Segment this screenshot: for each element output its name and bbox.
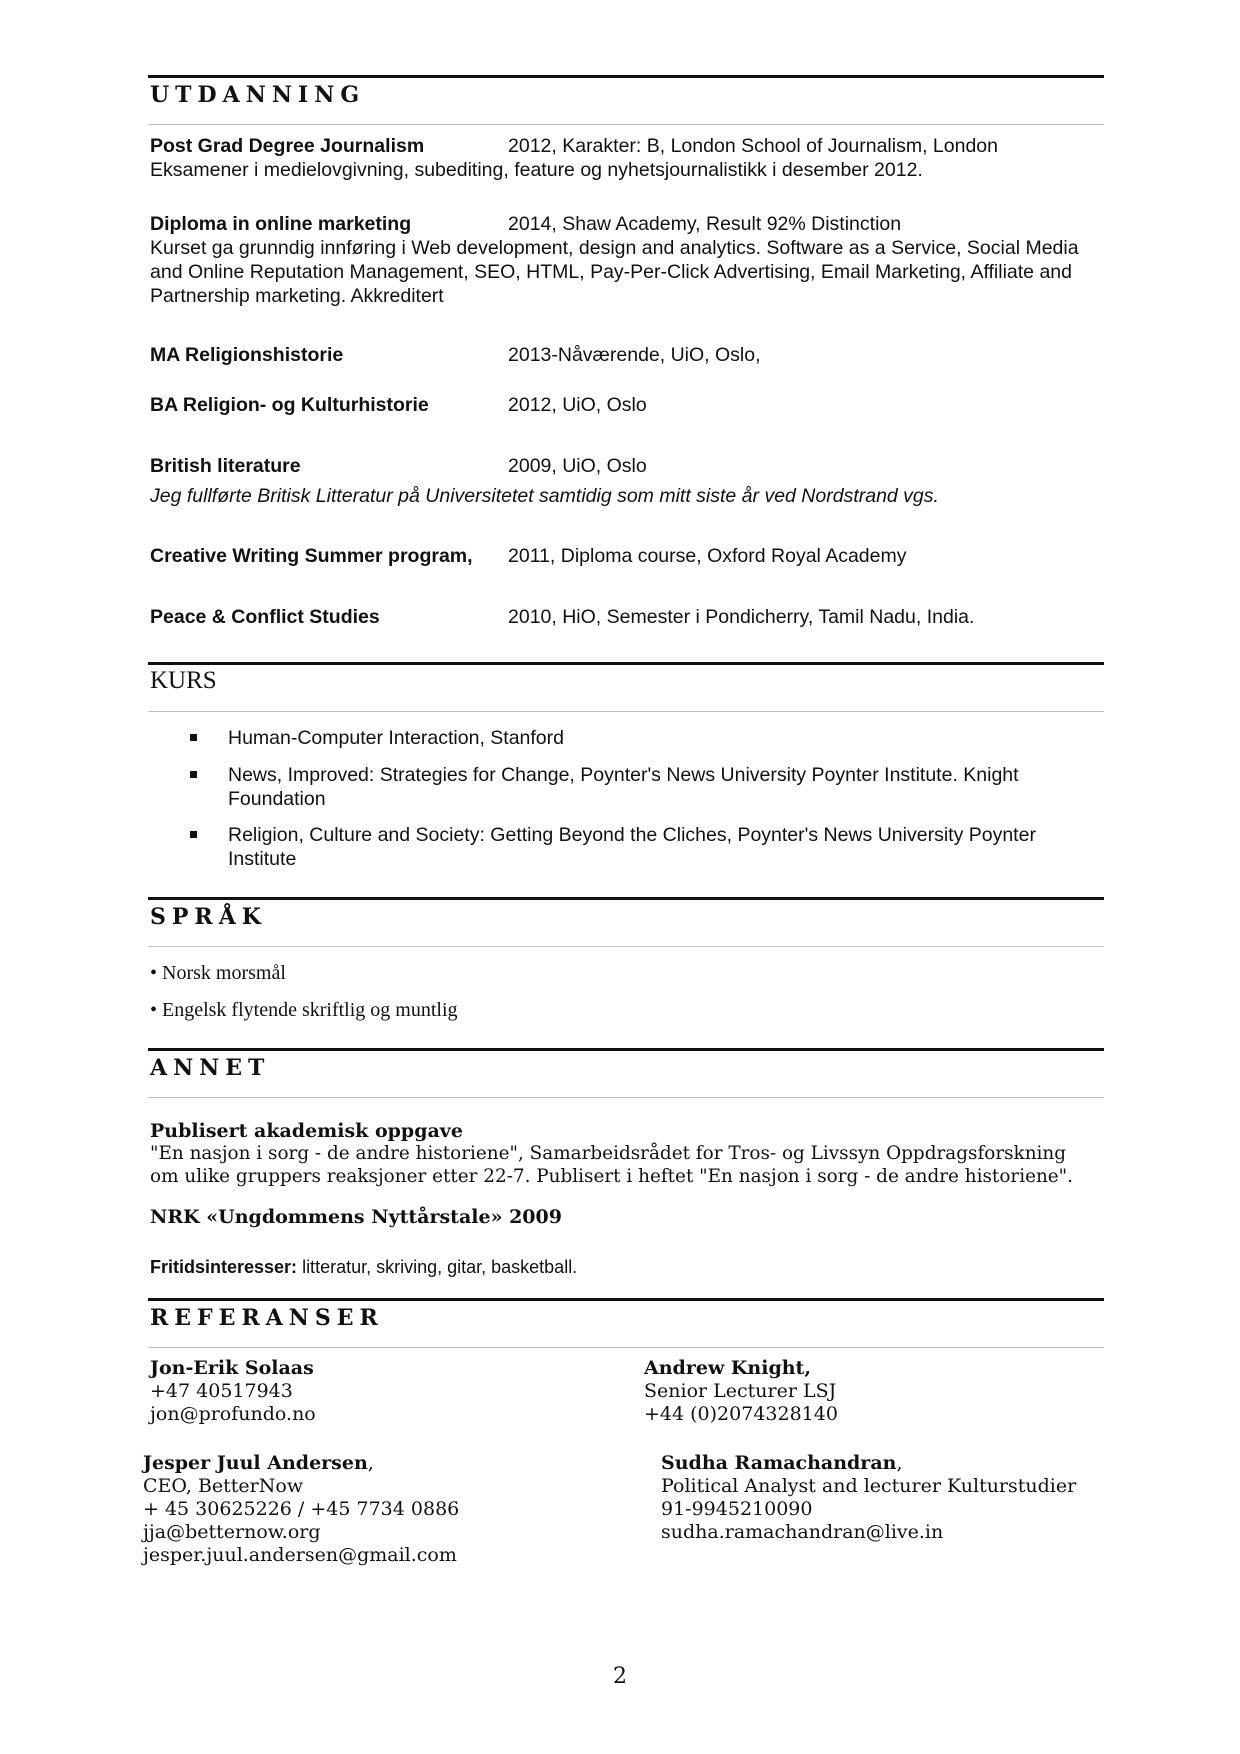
hobbies-text: litteratur, skriving, gitar, basketball. [297, 1257, 578, 1277]
hobbies [150, 1255, 577, 1279]
education-title: Creative Writing Summer program, [150, 545, 473, 567]
reference-card [661, 1451, 1076, 1544]
section-kurs [148, 662, 1104, 712]
section-sprak [148, 897, 1104, 947]
reference-line: + 45 30625226 / +45 7734 0886 [143, 1498, 460, 1520]
reference-name: Jon-Erik Solaas [150, 1357, 314, 1379]
education-meta: 2014, Shaw Academy, Result 92% Distinction [508, 213, 902, 235]
reference-line: jja@betternow.org [143, 1521, 321, 1543]
education-desc: Kurset ga grunndig innføring i Web development, design and analytics. Software as a Service, Social Media and Online Reputation Management, SEO, HTML, Pay-Per-Click Advertising, Email Marketing, Affiliate and Partnership marketing. Akkreditert [150, 237, 1079, 307]
education-meta: 2011, Diploma course, Oxford Royal Academy [508, 545, 907, 567]
course-text: Religion, Culture and Society: Getting Beyond the Cliches, Poynter's News University Poynter Institute [228, 824, 1036, 870]
section-title: SPRÅK [150, 904, 267, 930]
publication-text: "En nasjon i sorg - de andre historiene", Samarbeidsrådet for Tros- og Livssyn Oppdragsforskning om ulike gruppers reaksjoner etter 22-7. Publisert i heftet "En nasjon i sorg - de andre historiene". [150, 1143, 1073, 1187]
education-meta: 2010, HiO, Semester i Pondicherry, Tamil Nadu, India. [508, 606, 975, 628]
language-item: • Engelsk flytende skriftlig og muntlig [150, 999, 458, 1021]
section-referanser [148, 1298, 1104, 1348]
education-desc: Jeg fullførte Britisk Litteratur på Universitetet samtidig som mitt siste år ved Nordstrand vgs. [150, 485, 939, 507]
section-utdanning [148, 75, 1104, 125]
education-title: Post Grad Degree Journalism [150, 135, 425, 157]
nrk-entry: NRK «Ungdommens Nyttårstale» 2009 [150, 1206, 562, 1228]
education-title: British literature [150, 455, 301, 477]
page-number: 2 [613, 1664, 627, 1689]
bullet-icon [190, 831, 197, 838]
bullet-icon [190, 734, 197, 741]
reference-line: Senior Lecturer LSJ [644, 1380, 837, 1402]
language-item: • Norsk morsmål [150, 962, 286, 984]
reference-card [143, 1451, 459, 1567]
reference-name-suffix: , [896, 1452, 903, 1474]
reference-line: jon@profundo.no [150, 1403, 316, 1425]
reference-card [150, 1356, 316, 1426]
education-title: Diploma in online marketing [150, 213, 412, 235]
hobbies-label: Fritidsinteresser: [150, 1257, 298, 1277]
section-title: REFERANSER [150, 1305, 384, 1331]
education-title: Peace & Conflict Studies [150, 606, 380, 628]
section-title: KURS [150, 667, 217, 694]
reference-line: +47 40517943 [150, 1380, 293, 1402]
course-text: News, Improved: Strategies for Change, Poynter's News University Poynter Institute. Knight Foundation [228, 764, 1019, 810]
reference-line: jesper.juul.andersen@gmail.com [143, 1544, 457, 1566]
reference-line: CEO, BetterNow [143, 1475, 304, 1497]
course-text: Human-Computer Interaction, Stanford [228, 727, 564, 749]
education-meta: 2012, Karakter: B, London School of Journalism, London [508, 135, 998, 157]
section-header [148, 1298, 1104, 1348]
section-annet [148, 1048, 1104, 1098]
bullet-icon [190, 771, 197, 778]
reference-line: sudha.ramachandran@live.in [661, 1521, 944, 1543]
section-header [148, 662, 1104, 712]
reference-name-suffix: , [367, 1452, 374, 1474]
section-title: ANNET [150, 1055, 271, 1081]
education-meta: 2012, UiO, Oslo [508, 394, 647, 416]
section-title: UTDANNING [150, 82, 366, 108]
education-title: BA Religion- og Kulturhistorie [150, 394, 429, 416]
education-meta: 2009, UiO, Oslo [508, 455, 647, 477]
section-header [148, 75, 1104, 125]
reference-card [644, 1356, 838, 1426]
reference-name: Andrew Knight, [644, 1357, 811, 1379]
reference-line: +44 (0)2074328140 [644, 1403, 838, 1425]
section-header [148, 897, 1104, 947]
education-title: MA Religionshistorie [150, 344, 344, 366]
section-header [148, 1048, 1104, 1098]
education-meta: 2013-Nåværende, UiO, Oslo, [508, 344, 761, 366]
reference-line: 91-9945210090 [661, 1498, 813, 1520]
education-desc: Eksamener i medielovgivning, subediting, feature og nyhetsjournalistikk i desember 2012. [150, 159, 923, 181]
reference-line: Political Analyst and lecturer Kulturstudier [661, 1475, 1077, 1497]
reference-name: Jesper Juul Andersen [143, 1452, 368, 1474]
publication-title: Publisert akademisk oppgave [150, 1120, 463, 1142]
reference-name: Sudha Ramachandran [661, 1452, 897, 1474]
